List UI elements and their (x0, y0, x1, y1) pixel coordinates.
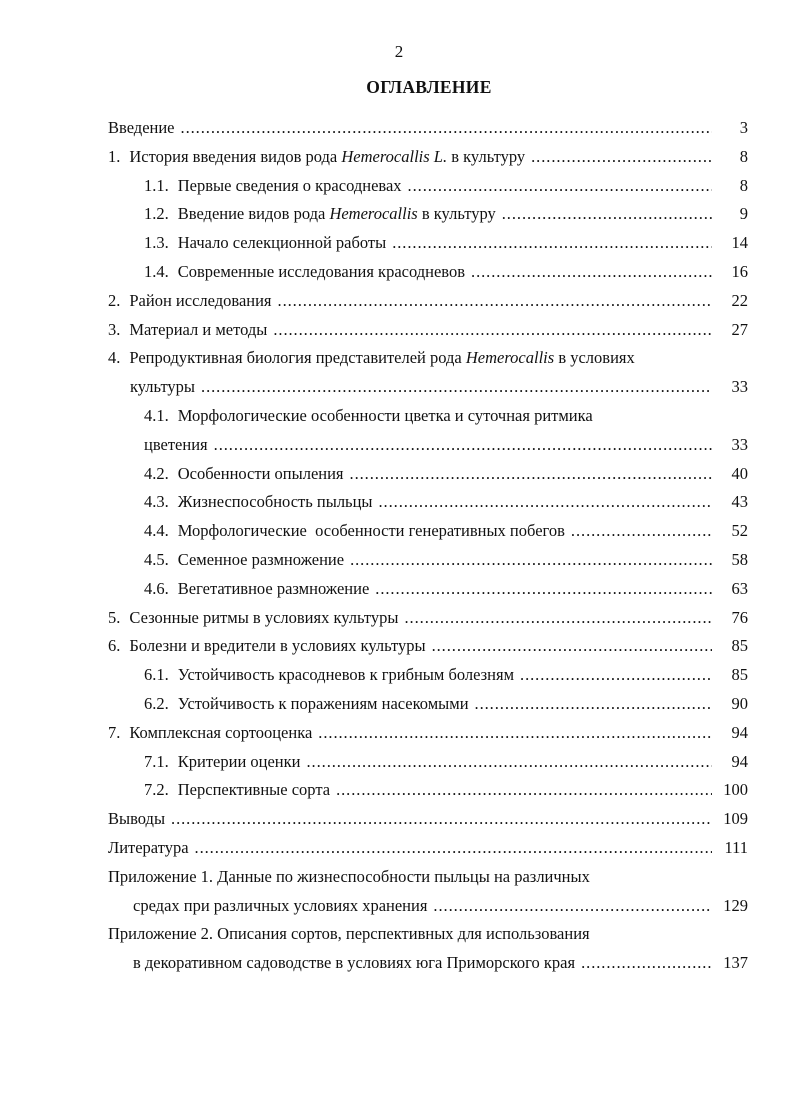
toc-entry-section-6-2[interactable]: 6.2. Устойчивость к поражениям насекомыми . . . 90 (0, 690, 798, 719)
toc-page-ref: 43 (731, 492, 748, 512)
toc-entry-chapter-1[interactable]: 1. История введения видов рода Hemerocallis L. в культуру . . . 8 (0, 143, 798, 172)
toc-page-ref: 94 (731, 722, 748, 742)
toc-page-ref: 85 (731, 636, 748, 656)
toc-page-ref: 27 (731, 319, 748, 339)
toc-page-ref: 9 (739, 204, 748, 224)
toc-page-ref: 129 (723, 895, 748, 915)
toc-entry-chapter-2[interactable]: 2. Район исследования . . . 22 (0, 287, 798, 316)
toc-entry-chapter-6[interactable]: 6. Болезни и вредители в условиях культуры . . . 85 (0, 632, 798, 661)
toc-page-ref: 58 (731, 549, 748, 569)
toc-page-ref: 33 (731, 434, 748, 454)
toc-entry-conclusions[interactable]: Выводы . . . 109 (0, 805, 798, 834)
toc-entry-section-4-1-continued[interactable]: цветения . . . 33 (0, 431, 798, 460)
toc-entry-section-7-2[interactable]: 7.2. Перспективные сорта . . . 100 (0, 776, 798, 805)
table-of-contents (0, 114, 798, 978)
toc-page-ref: 3 (739, 118, 748, 137)
toc-entry-introduction[interactable]: Введение . . . 3 (0, 114, 798, 143)
toc-entry-section-1-3[interactable]: 1.3. Начало селекционной работы . . . 14 (0, 229, 798, 258)
toc-page-ref: 52 (731, 521, 748, 541)
toc-entry-section-6-1[interactable]: 6.1. Устойчивость красодневов к грибным болезням . . . 85 (0, 661, 798, 690)
toc-entry-chapter-4[interactable]: 4. Репродуктивная биология представителей рода Hemerocallis в условиях (108, 348, 635, 368)
toc-page-ref: 16 (731, 261, 748, 281)
page-title: ОГЛАВЛЕНИЕ (366, 77, 492, 97)
toc-entry-appendix-1[interactable]: Приложение 1. Данные по жизнеспособности пыльцы на различных (108, 866, 590, 886)
toc-page-ref: 109 (723, 809, 748, 829)
toc-page-ref: 111 (724, 837, 748, 857)
toc-entry-section-4-6[interactable]: 4.6. Вегетативное размножение . . . 63 (0, 575, 798, 604)
toc-page-ref: 90 (731, 693, 748, 713)
page-number: 2 (394, 42, 404, 61)
toc-entry-chapter-7[interactable]: 7. Комплексная сортооценка . . . 94 (0, 719, 798, 748)
toc-entry-section-4-3[interactable]: 4.3. Жизнеспособность пыльцы . . . 43 (0, 488, 798, 517)
toc-page-ref: 8 (739, 175, 748, 195)
toc-page-ref: 63 (731, 578, 748, 598)
toc-entry-section-1-2[interactable]: 1.2. Введение видов рода Hemerocallis в культуру . . . 9 (0, 200, 798, 229)
toc-entry-chapter-4-continued[interactable]: культуры . . . 33 (0, 373, 798, 402)
toc-entry-section-4-4[interactable]: 4.4. Морфологические особенности генеративных побегов . . . 52 (0, 517, 798, 546)
toc-entry-section-7-1[interactable]: 7.1. Критерии оценки . . . 94 (0, 748, 798, 777)
toc-entry-appendix-1-continued[interactable]: средах при различных условиях хранения . . . 129 (0, 892, 798, 921)
toc-page-ref: 40 (731, 463, 748, 483)
toc-page-ref: 100 (723, 780, 748, 800)
toc-page-ref: 33 (731, 377, 748, 397)
toc-page-ref: 137 (723, 953, 748, 973)
toc-entry-section-1-1[interactable]: 1.1. Первые сведения о красодневах . . . 8 (0, 172, 798, 201)
toc-entry-section-4-1[interactable]: 4.1. Морфологические особенности цветка и суточная ритмика (144, 405, 593, 425)
toc-page-ref: 22 (731, 290, 748, 310)
toc-entry-literature[interactable]: Литература . . . 111 (0, 834, 798, 863)
toc-page-ref: 14 (731, 233, 748, 253)
toc-entry-appendix-2[interactable]: Приложение 2. Описания сортов, перспективных для использования (108, 924, 590, 944)
toc-page-ref: 85 (731, 665, 748, 685)
toc-entry-chapter-3[interactable]: 3. Материал и методы . . . 27 (0, 316, 798, 345)
toc-page-ref: 94 (731, 751, 748, 771)
toc-entry-appendix-2-continued[interactable]: в декоративном садоводстве в условиях юга Приморского края . . . 137 (0, 949, 798, 978)
toc-entry-section-4-2[interactable]: 4.2. Особенности опыления . . . 40 (0, 460, 798, 489)
toc-entry-section-4-5[interactable]: 4.5. Семенное размножение . . . 58 (0, 546, 798, 575)
toc-page-ref: 76 (731, 607, 748, 627)
toc-entry-section-1-4[interactable]: 1.4. Современные исследования красодневов . . . 16 (0, 258, 798, 287)
toc-page-ref: 8 (739, 146, 748, 166)
toc-entry-chapter-5[interactable]: 5. Сезонные ритмы в условиях культуры . . . 76 (0, 604, 798, 633)
